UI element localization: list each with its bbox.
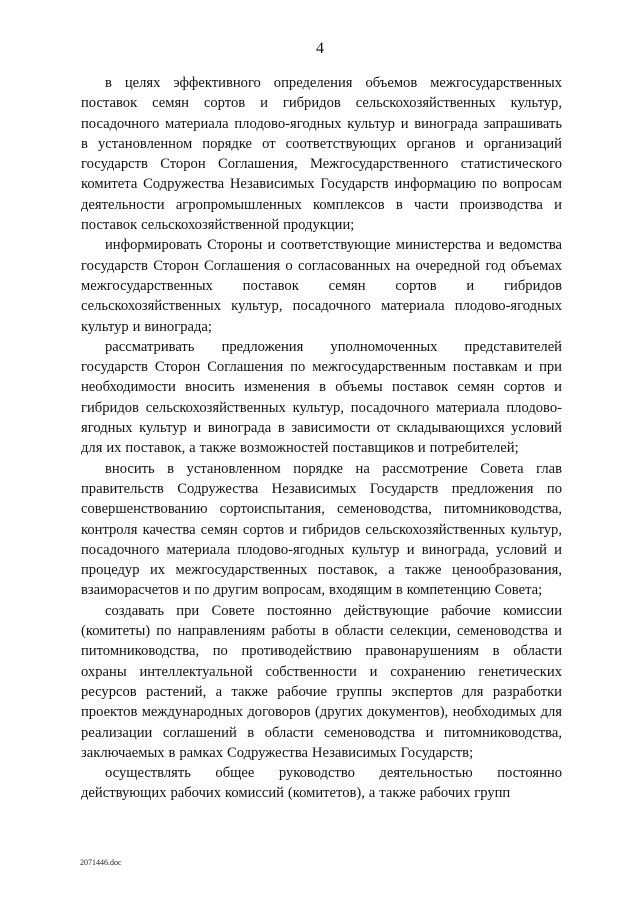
paragraph-1: в целях эффективного определения объемов межгосударственных поставок семян сортов и гибридов сельскохозяйственных культур, посадочного материала плодово-ягодных культур и винограда запрашивать в установленном порядке от соответствующих органов и организаций государств Сторон Соглашения, Межгосударственного статистического комитета Содружества Независимых Государств информацию по вопросам деятельности агропромышленных комплексов в части производства и поставок сельскохозяйственной продукции; [81, 75, 562, 234]
paragraph-4: вносить в установленном порядке на рассмотрение Совета глав правительств Содружества Независимых Государств предложения по совершенствованию сортоиспытания, семеноводства, питомниководства, контроля качества семян сортов и гибридов сельскохозяйственных культур, посадочного материала плодово-ягодных культур и винограда, условий и процедур их межгосударственных поставок, а также ценообразования, взаиморасчетов и по другим вопросам, входящим в компетенцию Совета; [81, 460, 562, 599]
paragraph-6: осуществлять общее руководство деятельностью постоянно действующих рабочих комиссий (комитетов), а также рабочих групп [81, 765, 562, 802]
paragraph-3: рассматривать предложения уполномоченных представителей государств Сторон Соглашения по межгосударственным поставкам и при необходимости вносить изменения в объемы поставок семян сортов и гибридов сельскохозяйственных культур, посадочного материала плодово-ягодных культур и винограда в зависимости от складывающихся условий для их поставок, а также возможностей поставщиков и потребителей; [81, 338, 562, 457]
paragraph-5: создавать при Совете постоянно действующие рабочие комиссии (комитеты) по направлениям работы в области селекции, семеноводства и питомниководства, по противодействию правонарушениям в области охраны интеллектуальной собственности и сохранению генетических ресурсов растений, а также рабочие группы экспертов для разработки проектов международных договоров (других документов), необходимых для реализации соглашений в области семеноводства и питомниководства, заключаемых в рамках Содружества Независимых Государств; [81, 602, 562, 761]
paragraph-2: информировать Стороны и соответствующие министерства и ведомства государств Сторон Соглашения о согласованных на очередной год объемах межгосударственных поставок семян сортов и гибридов сельскохозяйственных культур, посадочного материала плодово-ягодных культур и винограда; [81, 237, 562, 335]
page-number: 4 [316, 40, 324, 57]
document-body [81, 73, 562, 804]
file-name-footer: 2071446.doc [80, 858, 122, 867]
